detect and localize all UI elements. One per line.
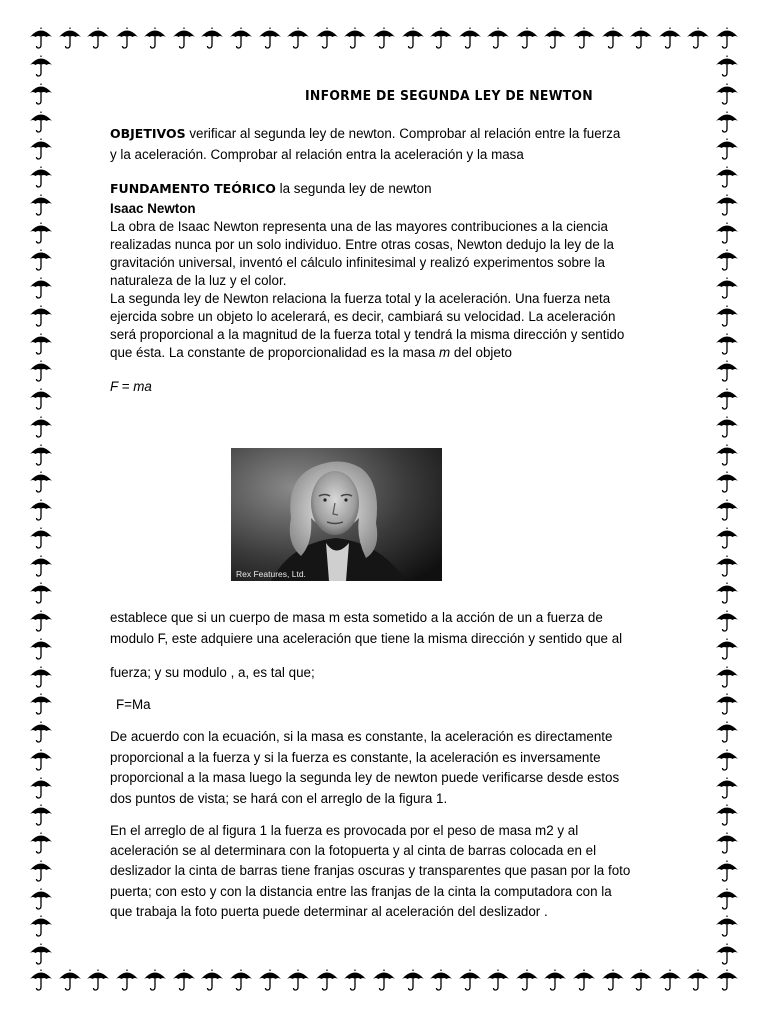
paragraph-ecuacion-line-2: proporcional a la fuerza y si la fuerza es constante, la aceleración es inversamente	[110, 749, 601, 765]
umbrella-icon	[28, 221, 54, 245]
paragraph-arreglo-line-5: que trabaja la foto puerta puede determinar al aceleración del deslizador .	[110, 903, 548, 919]
document-title: INFORME DE SEGUNDA LEY DE NEWTON	[305, 88, 593, 104]
umbrella-icon	[28, 720, 54, 744]
umbrella-icon	[28, 443, 54, 467]
umbrella-icon	[542, 968, 568, 994]
umbrella-icon	[171, 968, 197, 994]
umbrella-icon	[228, 968, 254, 994]
umbrella-icon	[28, 193, 54, 217]
umbrella-icon	[542, 26, 568, 52]
umbrella-icon	[428, 968, 454, 994]
umbrella-icon	[400, 968, 426, 994]
paragraph-arreglo-line-4: puerta; con esto y con la distancia entre las franjas de la cinta la computadora con la	[110, 883, 612, 899]
umbrella-icon	[628, 968, 654, 994]
umbrella-icon	[685, 26, 711, 52]
umbrella-icon	[114, 968, 140, 994]
umbrella-icon	[714, 82, 740, 106]
umbrella-icon	[514, 968, 540, 994]
umbrella-icon	[314, 26, 340, 52]
umbrella-icon	[600, 968, 626, 994]
umbrella-icon	[28, 415, 54, 439]
paragraph-ecuacion-line-4: dos puntos de vista; se hará con el arreglo de la figura 1.	[110, 791, 448, 807]
page-border-top	[28, 26, 740, 52]
umbrella-icon	[714, 803, 740, 827]
umbrella-icon	[28, 748, 54, 772]
umbrella-icon	[199, 26, 225, 52]
umbrella-icon	[57, 26, 83, 52]
umbrella-icon	[714, 776, 740, 800]
umbrella-icon	[714, 470, 740, 494]
objetivos-line-1: OBJETIVOS verificar al segunda ley de newton. Comprobar al relación entre la fuerza	[110, 126, 621, 141]
umbrella-icon	[714, 248, 740, 272]
umbrella-icon	[28, 859, 54, 883]
umbrella-icon	[199, 968, 225, 994]
paragraph-establece-line-2: modulo F, este adquiere una aceleración que tiene la misma dirección y sentido que al	[110, 631, 623, 646]
umbrella-icon	[571, 968, 597, 994]
umbrella-icon	[485, 26, 511, 52]
paragraph-ecuacion-line-1: De acuerdo con la ecuación, si la masa es constante, la aceleración es directamente	[110, 729, 613, 744]
umbrella-icon	[657, 26, 683, 52]
umbrella-icon	[28, 470, 54, 494]
page-border-right	[714, 54, 740, 966]
umbrella-icon	[714, 443, 740, 467]
umbrella-icon	[714, 387, 740, 411]
page-border-bottom	[28, 968, 740, 994]
formula-f-ma: F = ma	[110, 379, 152, 394]
formula-f-ma-2: F=Ma	[116, 697, 151, 712]
paragraph-establece-line-1: establece que si un cuerpo de masa m esta sometido a la acción de un a fuerza de	[110, 610, 603, 625]
page-border-left	[28, 54, 54, 966]
umbrella-icon	[428, 26, 454, 52]
umbrella-icon	[28, 776, 54, 800]
paragraph-newton-line-1: La obra de Isaac Newton representa una de las mayores contribuciones a la ciencia	[110, 219, 608, 234]
paragraph-newton-line-4: naturaleza de la luz y el color.	[110, 273, 287, 288]
umbrella-icon	[514, 26, 540, 52]
paragraph-newton-line-3: gravitación universal, inventó el cálculo infinitesimal y realizó experimentos sobre la	[110, 255, 605, 270]
umbrella-icon	[28, 968, 54, 994]
umbrella-icon	[142, 968, 168, 994]
umbrella-icon	[685, 968, 711, 994]
umbrella-icon	[714, 221, 740, 245]
umbrella-icon	[342, 26, 368, 52]
umbrella-icon	[28, 54, 54, 78]
umbrella-icon	[28, 692, 54, 716]
fundamento-heading: FUNDAMENTO TEÓRICO	[110, 181, 276, 196]
umbrella-icon	[714, 637, 740, 661]
paragraph-arreglo-line-3: deslizador la cinta de barras tiene franjas oscuras y transparentes que pasan por la foto	[110, 863, 631, 879]
umbrella-icon	[285, 26, 311, 52]
umbrella-icon	[28, 26, 54, 52]
umbrella-icon	[28, 942, 54, 966]
umbrella-icon	[714, 498, 740, 522]
paragraph-newton-line-2: realizadas nunca por un solo individuo. Entre otras cosas, Newton dedujo la ley de la	[110, 237, 614, 252]
umbrella-icon	[714, 859, 740, 883]
objetivos-line-2: y la aceleración. Comprobar al relación entra la aceleración y la masa	[110, 147, 524, 162]
umbrella-icon	[85, 26, 111, 52]
umbrella-icon	[714, 26, 740, 52]
newton-portrait-image	[231, 448, 442, 581]
umbrella-icon	[28, 554, 54, 578]
umbrella-icon	[371, 26, 397, 52]
paragraph-establece-line-3: fuerza; y su modulo , a, es tal que;	[110, 665, 315, 680]
umbrella-icon	[171, 26, 197, 52]
umbrella-icon	[28, 637, 54, 661]
umbrella-icon	[714, 110, 740, 134]
umbrella-icon	[400, 26, 426, 52]
photo-credit: Rex Features, Ltd.	[236, 569, 306, 579]
umbrella-icon	[28, 609, 54, 633]
umbrella-icon	[485, 968, 511, 994]
umbrella-icon	[714, 665, 740, 689]
umbrella-icon	[28, 248, 54, 272]
umbrella-icon	[28, 165, 54, 189]
umbrella-icon	[28, 332, 54, 356]
umbrella-icon	[714, 526, 740, 550]
umbrella-icon	[714, 692, 740, 716]
umbrella-icon	[714, 968, 740, 994]
umbrella-icon	[28, 887, 54, 911]
paragraph-arreglo-line-1: En el arreglo de al figura 1 la fuerza es provocada por el peso de masa m2 y al	[110, 823, 579, 838]
umbrella-icon	[714, 748, 740, 772]
umbrella-icon	[314, 968, 340, 994]
umbrella-icon	[714, 415, 740, 439]
umbrella-icon	[28, 304, 54, 328]
umbrella-icon	[257, 968, 283, 994]
umbrella-icon	[714, 609, 740, 633]
umbrella-icon	[114, 26, 140, 52]
umbrella-icon	[657, 968, 683, 994]
umbrella-icon	[714, 165, 740, 189]
umbrella-icon	[228, 26, 254, 52]
paragraph-newton-last-line: que ésta. La constante de proporcionalidad es la masa m del objeto	[110, 345, 512, 360]
umbrella-icon	[714, 554, 740, 578]
umbrella-icon	[714, 54, 740, 78]
umbrella-icon	[28, 387, 54, 411]
umbrella-icon	[28, 359, 54, 383]
umbrella-icon	[28, 803, 54, 827]
umbrella-icon	[57, 968, 83, 994]
umbrella-icon	[714, 914, 740, 938]
umbrella-icon	[28, 526, 54, 550]
umbrella-icon	[714, 942, 740, 966]
umbrella-icon	[85, 968, 111, 994]
umbrella-icon	[714, 831, 740, 855]
umbrella-icon	[457, 968, 483, 994]
umbrella-icon	[714, 332, 740, 356]
umbrella-icon	[371, 968, 397, 994]
paragraph-newton-line-7: será proporcional a la magnitud de la fuerza total y tendrá la misma dirección y sentido	[110, 327, 625, 342]
umbrella-icon	[714, 720, 740, 744]
paragraph-newton-line-6: ejercida sobre un objeto lo acelerará, es decir, cambiará su velocidad. La aceleración	[110, 309, 616, 324]
umbrella-icon	[285, 968, 311, 994]
paragraph-newton-line-5: La segunda ley de Newton relaciona la fuerza total y la aceleración. Una fuerza neta	[110, 291, 611, 306]
umbrella-icon	[714, 359, 740, 383]
umbrella-icon	[714, 137, 740, 161]
umbrella-icon	[342, 968, 368, 994]
umbrella-icon	[714, 581, 740, 605]
umbrella-icon	[28, 137, 54, 161]
umbrella-icon	[714, 304, 740, 328]
umbrella-icon	[142, 26, 168, 52]
umbrella-icon	[714, 887, 740, 911]
section-heading-isaac-newton: Isaac Newton	[110, 201, 196, 216]
umbrella-icon	[28, 82, 54, 106]
objetivos-heading: OBJETIVOS	[110, 126, 186, 141]
umbrella-icon	[714, 276, 740, 300]
paragraph-arreglo-line-2: aceleración se al determinara con la fotopuerta y al cinta de barras colocada en el	[110, 843, 597, 859]
umbrella-icon	[28, 665, 54, 689]
umbrella-icon	[257, 26, 283, 52]
fundamento-line: FUNDAMENTO TEÓRICO la segunda ley de newton	[110, 181, 432, 196]
umbrella-icon	[28, 914, 54, 938]
umbrella-icon	[714, 193, 740, 217]
umbrella-icon	[28, 581, 54, 605]
umbrella-icon	[457, 26, 483, 52]
umbrella-icon	[28, 831, 54, 855]
portrait-drawing	[231, 448, 442, 581]
umbrella-icon	[571, 26, 597, 52]
umbrella-icon	[28, 498, 54, 522]
umbrella-icon	[28, 276, 54, 300]
umbrella-icon	[28, 110, 54, 134]
paragraph-ecuacion-line-3: proporcional a la masa luego la segunda ley de newton puede verificarse desde estos	[110, 770, 620, 786]
umbrella-icon	[600, 26, 626, 52]
umbrella-icon	[628, 26, 654, 52]
